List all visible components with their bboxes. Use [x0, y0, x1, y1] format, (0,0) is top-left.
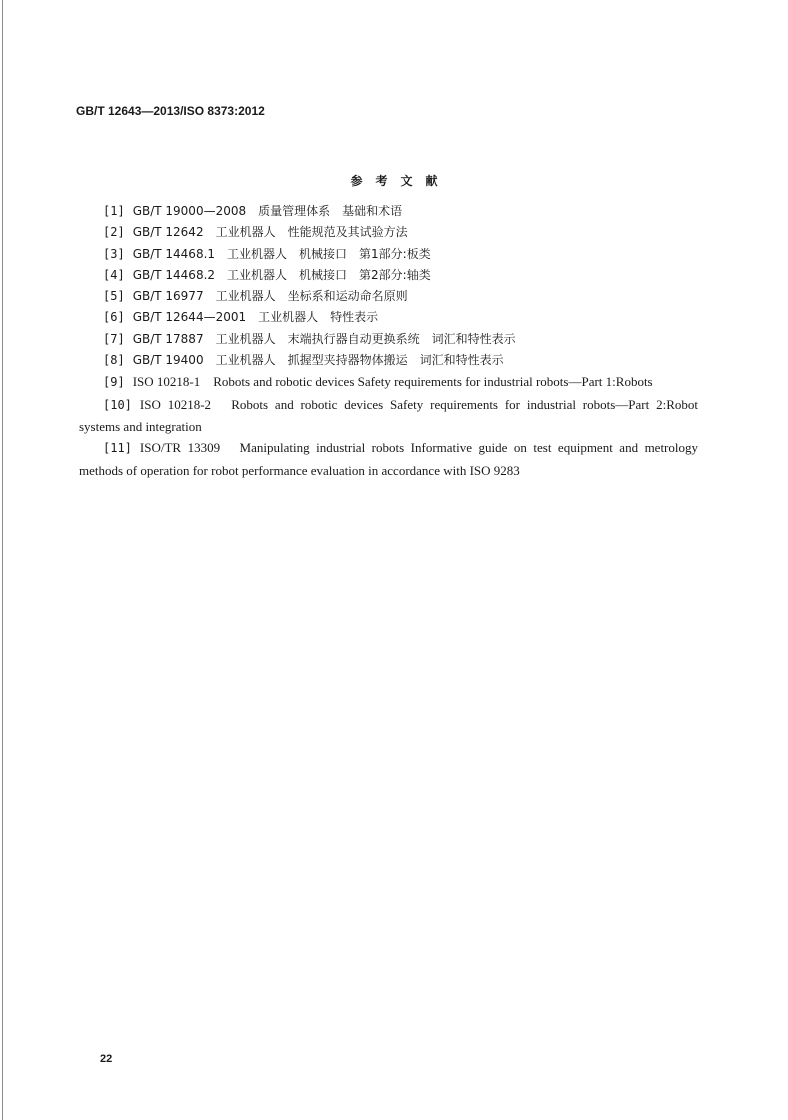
reference-text: GB/T 14468.1 工业机器人 机械接口 第1部分:板类 [132, 246, 431, 261]
reference-text: GB/T 17887 工业机器人 末端执行器自动更换系统 词汇和特性表示 [132, 331, 516, 346]
reference-number: [9] [103, 375, 125, 390]
reference-number: [10] [103, 397, 132, 412]
reference-number: [7] [103, 331, 125, 346]
reference-number: [2] [103, 225, 125, 240]
reference-item [79, 307, 698, 328]
section-title: 参考文献 [350, 174, 451, 188]
reference-number: [11] [103, 441, 132, 456]
reference-text: GB/T 12644—2001 工业机器人 特性表示 [132, 310, 379, 325]
standard-header: GB/T 12643—2013/ISO 8373:2012 [76, 104, 265, 118]
reference-item [79, 394, 698, 438]
reference-item [79, 437, 698, 481]
reference-number: [5] [103, 289, 125, 304]
page-number: 22 [100, 1053, 113, 1065]
reference-text: GB/T 19000—2008 质量管理体系 基础和术语 [132, 204, 403, 218]
reference-number: [8] [103, 353, 125, 368]
reference-text: ISO 10218-2 Robots and robotic devices Safety requirements for industrial robots—Part 2:Robot systems and integration [79, 396, 698, 434]
reference-item [79, 201, 698, 222]
reference-item [79, 371, 698, 393]
reference-text: ISO/TR 13309 Manipulating industrial robots Informative guide on test equipment and metrology methods of operation for robot performance evaluation in accordance with ISO 9283 [79, 440, 698, 478]
reference-number: [1] [103, 204, 125, 218]
reference-item [79, 244, 698, 265]
reference-number: [3] [103, 246, 125, 261]
reference-number: [4] [103, 267, 125, 282]
reference-item [79, 286, 698, 307]
reference-text: GB/T 14468.2 工业机器人 机械接口 第2部分:轴类 [132, 267, 431, 282]
scan-edge-line [2, 0, 3, 1120]
reference-text: GB/T 12642 工业机器人 性能规范及其试验方法 [132, 225, 408, 240]
reference-list [79, 201, 698, 481]
reference-number: [6] [103, 310, 125, 325]
reference-item [79, 222, 698, 243]
reference-text: GB/T 16977 工业机器人 坐标系和运动命名原则 [132, 289, 408, 304]
reference-item [79, 329, 698, 350]
reference-text: ISO 10218-1 Robots and robotic devices Safety requirements for industrial robots—Part 1:Robots [132, 374, 653, 390]
reference-item [79, 265, 698, 286]
reference-text: GB/T 19400 工业机器人 抓握型夹持器物体搬运 词汇和特性表示 [132, 353, 504, 368]
reference-item [79, 350, 698, 371]
